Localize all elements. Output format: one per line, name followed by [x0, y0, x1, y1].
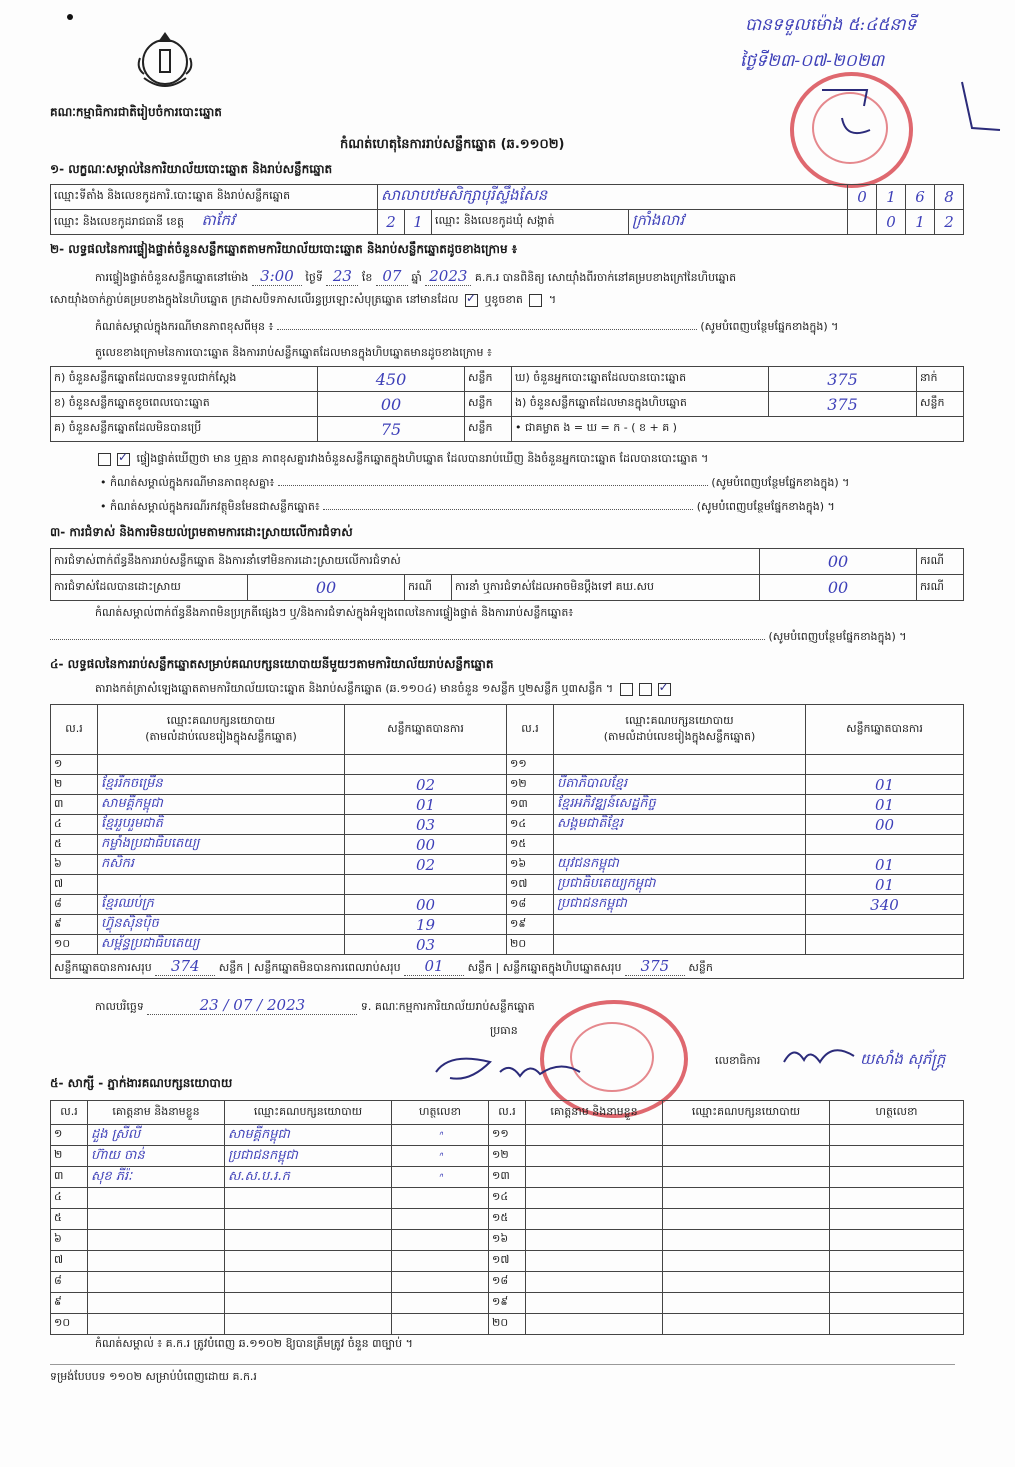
results-col-no: ល.រ	[51, 705, 98, 755]
row-votes-2	[806, 755, 964, 775]
ballot-row-value: 450	[318, 367, 465, 392]
bullet-2-line	[100, 500, 960, 516]
province-value: តាកែវ	[201, 211, 235, 229]
secretary-label: លេខាធិការ	[715, 1054, 761, 1067]
w-no-2: ១៨	[489, 1272, 526, 1293]
section-4-title: ៤- លទ្ធផលនៃការរាប់សន្លឹកឆ្នោតសម្រាប់គណបក្សនយោបាយនីមួយៗតាមការិយាល័យរាប់សន្លឹកឆ្នោត	[50, 657, 494, 671]
has-diff-checkbox[interactable]	[98, 453, 111, 466]
verify-day-label: ថ្ងៃទី	[305, 271, 323, 284]
row-votes-2: 01	[806, 875, 964, 895]
row-no: ៥	[51, 835, 98, 855]
w-blank	[526, 1125, 663, 1146]
ballot-row-label: គ) ចំនួនសន្លឹកឆ្នោតដែលមិនបានប្រើ	[51, 417, 318, 442]
w-blank	[88, 1251, 225, 1272]
row-party-2	[554, 755, 806, 775]
w-blank	[88, 1293, 225, 1314]
w-blank	[663, 1188, 830, 1209]
received-note-line1: បានទទួលម៉ោង ៥:៤៥នាទី	[745, 15, 917, 35]
w-party: ស.ស.ប.រ.ក	[225, 1167, 392, 1188]
commune-value: ក្រាំងលាវ	[629, 210, 848, 235]
intact-checkbox[interactable]	[465, 294, 478, 307]
w-blank	[88, 1188, 225, 1209]
ballot-row-unit: សន្លឹក	[465, 392, 512, 417]
w-blank	[526, 1293, 663, 1314]
w-blank	[88, 1272, 225, 1293]
w-blank	[88, 1314, 225, 1335]
w-no: ៩	[51, 1293, 88, 1314]
row-party: ខ្មែរឈប់ក្រ	[98, 895, 345, 915]
row-no-2: ១៤	[507, 815, 554, 835]
objection-row-2-unit: ករណី	[405, 575, 452, 601]
w-blank	[526, 1251, 663, 1272]
row-no: ២	[51, 775, 98, 795]
ballot-row-value: 75	[318, 417, 465, 442]
w-blank	[526, 1188, 663, 1209]
w-no-2: ១៤	[489, 1188, 526, 1209]
w-blank	[526, 1209, 663, 1230]
national-emblem-icon	[130, 28, 200, 98]
bullet-2-hint: (សូមបំពេញបន្ថែមផ្នែកខាងក្នុង) ។	[696, 500, 835, 513]
row-votes-2	[806, 835, 964, 855]
w-blank	[392, 1293, 489, 1314]
commune-code-3: 2	[935, 210, 964, 235]
commune-code-blank	[848, 210, 877, 235]
row-votes: 00	[345, 835, 507, 855]
results-col-party-sub: (តាមលំដាប់លេខរៀងក្នុងសន្លឹកឆ្នោត)	[145, 729, 297, 743]
row-party-2	[554, 915, 806, 935]
row-no-2: ១៣	[507, 795, 554, 815]
total-invalid-unit: សន្លឹក	[467, 960, 493, 974]
row-votes-2: 01	[806, 775, 964, 795]
witness-table	[50, 1100, 964, 1335]
w-blank	[392, 1230, 489, 1251]
row-no: ៦	[51, 855, 98, 875]
row-party	[98, 875, 345, 895]
verify-year: 2023	[425, 267, 471, 286]
results-col-votes-2: សន្លឹកឆ្នោតបានការ	[806, 705, 964, 755]
w-blank	[225, 1188, 392, 1209]
row-party	[98, 755, 345, 775]
w-blank	[830, 1167, 964, 1188]
ballot-row-unit: សន្លឹក	[465, 367, 512, 392]
province-code-2: 1	[405, 210, 432, 235]
location-label: ឈ្មោះទីតាំង និងលេខកូដការិ.បោះឆ្នោត និងរាប់សន្លឹកឆ្នោត	[51, 185, 378, 210]
results-table	[50, 704, 964, 979]
w-no: ៨	[51, 1272, 88, 1293]
date-value: 23 / 07 / 2023	[147, 996, 357, 1015]
section-2-title: ២- លទ្ធផលនៃការផ្ទៀងផ្ទាត់ចំនួនសន្លឹកឆ្នោតតាមការិយាល័យបោះឆ្នោត និងរាប់សន្លឹកឆ្នោតដូចខាងក្រោម ៖	[50, 242, 518, 256]
w-no: ៣	[51, 1167, 88, 1188]
date-line	[95, 996, 535, 1016]
w-no: ៦	[51, 1230, 88, 1251]
w-sign: ᐢ	[392, 1125, 489, 1146]
received-note-line2: ថ្ងៃទី២៣-០៧-២០២៣	[740, 51, 885, 71]
location-table	[50, 184, 964, 235]
objection-fill-hint: (សូមបំពេញបន្ថែមផ្នែកខាងក្នុង) ។	[768, 630, 907, 643]
w-blank	[225, 1272, 392, 1293]
w-no-2: ១៧	[489, 1251, 526, 1272]
total-valid-unit: សន្លឹក	[218, 960, 244, 974]
verify-line-1	[95, 267, 736, 287]
verify-intro-b: គ.ក.រ បានពិនិត្យ សោយ៉ាំងពីរចាក់នៅគម្របខាងក្រៅនៃហិបឆ្នោត	[474, 271, 737, 284]
difference-note-label: កំណត់សម្គាល់ក្នុងករណីមានភាពខុសពីមុន ៖	[95, 320, 274, 333]
row-party-2: ប្រជាជនកម្ពុជា	[554, 895, 806, 915]
w-blank	[663, 1125, 830, 1146]
total-valid-value: 374	[155, 957, 215, 976]
w-blank	[225, 1251, 392, 1272]
row-party: ខ្មែររួបរួមជាតិ	[98, 815, 345, 835]
w-blank	[830, 1146, 964, 1167]
verify-intro-c: សោយ៉ាំងចាក់ភ្ជាប់គម្របខាងក្នុងនៃហិបឆ្នោត ក្រដាសបិទភាសលើរន្ធប្រឡោះសំបុត្រឆ្នោត នៅមានដែល	[50, 293, 459, 306]
w-blank	[392, 1251, 489, 1272]
w-blank	[830, 1209, 964, 1230]
row-votes	[345, 755, 507, 775]
section-3-title: ៣- ការជំទាស់ និងការមិនយល់ព្រមតាមការដោះស្រាយលើការជំទាស់	[50, 525, 353, 539]
w-no-2: ២០	[489, 1314, 526, 1335]
ballot-row-label-2: ង) ចំនួនសន្លឹកឆ្នោតដែលមានក្នុងហិបឆ្នោត	[512, 392, 769, 417]
row-no: ១០	[51, 935, 98, 955]
w-no: ១០	[51, 1314, 88, 1335]
w-blank	[392, 1188, 489, 1209]
secretary-signature	[780, 1040, 860, 1074]
row-votes: 02	[345, 855, 507, 875]
w-no-2: ១១	[489, 1125, 526, 1146]
w-blank	[663, 1209, 830, 1230]
row-party: ហ៊្វុនស៊ិនប៉ិច	[98, 915, 345, 935]
w-blank	[663, 1314, 830, 1335]
w-no: ៥	[51, 1209, 88, 1230]
ballot-row-unit: សន្លឹក	[465, 417, 512, 442]
province-row	[51, 210, 378, 235]
w-no: ២	[51, 1146, 88, 1167]
ballot-count-table	[50, 366, 964, 442]
chair-label: ប្រធាន	[490, 1024, 518, 1037]
bullet-2: • កំណត់សម្គាល់ក្នុងករណីរកវត្ថុមិនមែនជាសន្លឹកឆ្នោត៖	[100, 500, 320, 513]
w-blank	[392, 1314, 489, 1335]
row-party: សម្ព័ន្ធប្រជាធិបតេយ្យ	[98, 935, 345, 955]
row-party: កសិករ	[98, 855, 345, 875]
row-votes: 03	[345, 815, 507, 835]
row-party-2: ខ្មែរអភិវឌ្ឍន៍សេដ្ឋកិច្ច	[554, 795, 806, 815]
objection-table	[50, 548, 964, 601]
objection-note: កំណត់សម្គាល់ពាក់ព័ន្ធនឹងភាពមិនប្រក្រតីផ្សេងៗ ឬ/និងការជំទាស់ក្នុងអំឡុងពេលនៃការផ្ទៀងផ្ទាត់ និងការរាប់សន្លឹកឆ្នោត៖	[95, 606, 574, 619]
row-no: ៩	[51, 915, 98, 935]
two-sheet-checkbox[interactable]	[639, 683, 652, 696]
w-blank	[830, 1230, 964, 1251]
row-votes: 02	[345, 775, 507, 795]
w-party: ប្រជាជនកម្ពុជា	[225, 1146, 392, 1167]
row-party-2: យុវជនកម្ពុជា	[554, 855, 806, 875]
station-code-2: 1	[877, 185, 906, 210]
w-blank	[526, 1146, 663, 1167]
row-votes: 03	[345, 935, 507, 955]
w-blank	[88, 1209, 225, 1230]
row-no-2: ១២	[507, 775, 554, 795]
witness-col-no: ល.រ	[51, 1101, 88, 1125]
ballot-row-label: ខ) ចំនួនសន្លឹកឆ្នោតខូចពេលបោះឆ្នោត	[51, 392, 318, 417]
damaged-checkbox[interactable]	[529, 294, 542, 307]
row-no-2: ១៧	[507, 875, 554, 895]
results-col-no-2: ល.រ	[507, 705, 554, 755]
station-code-3: 6	[906, 185, 935, 210]
station-code-1: 0	[848, 185, 877, 210]
verify-or: ឬខូចខាត	[484, 293, 523, 306]
form-title: កំណត់ហេតុនៃការរាប់សន្លឹកឆ្នោត (ឆ.១១០២)	[340, 137, 565, 152]
bullet-1-line	[100, 476, 960, 492]
section-5-title: ៥- សាក្សី - ភ្នាក់ងារគណបក្សនយោបាយ	[50, 1076, 233, 1090]
ballot-row-value-2: 375	[769, 392, 917, 417]
w-blank	[225, 1293, 392, 1314]
objection-row-1-value: 00	[760, 549, 917, 575]
w-blank	[663, 1146, 830, 1167]
witness-col-sign-2: ហត្ថលេខា	[830, 1101, 964, 1125]
w-blank	[830, 1293, 964, 1314]
row-no: ៤	[51, 815, 98, 835]
row-votes: 01	[345, 795, 507, 815]
ballot-row-label: ក) ចំនួនសន្លឹកឆ្នោតដែលបានទទួលជាក់ស្តែង	[51, 367, 318, 392]
province-code-1: 2	[378, 210, 405, 235]
row-no: ១	[51, 755, 98, 775]
w-no-2: ១២	[489, 1146, 526, 1167]
results-col-votes: សន្លឹកឆ្នោតបានការ	[345, 705, 507, 755]
w-name: សុខ ភីរ៉ៈ	[88, 1167, 225, 1188]
total-box-value: 375	[625, 957, 685, 976]
province-label: ឈ្មោះ និងលេខកូដរាជធានី ខេត្ត	[54, 215, 184, 228]
bullet-1-hint: (សូមបំពេញបន្ថែមផ្នែកខាងក្នុង) ។	[711, 476, 850, 489]
verify-day: 23	[326, 267, 358, 286]
w-party: សាមគ្គីកម្ពុជា	[225, 1125, 392, 1146]
w-blank	[526, 1167, 663, 1188]
bullet-1: • កំណត់សម្គាល់ក្នុងករណីមានភាពខុសគ្នា៖	[100, 476, 275, 489]
w-blank	[526, 1314, 663, 1335]
row-party: ខ្មែររីកចម្រើន	[98, 775, 345, 795]
w-name: ហ៊ាយ ចាន់	[88, 1146, 225, 1167]
objection-row-2b-label: ការនាំ ឬការជំទាស់ដែលអាចមិនប្តឹងទៅ គឃ.សប	[452, 575, 760, 601]
commune-code-2: 1	[906, 210, 935, 235]
ballot-row-value-2: 375	[769, 367, 917, 392]
w-blank	[830, 1251, 964, 1272]
witness-col-party: ឈ្មោះគណបក្សនយោបាយ	[225, 1101, 392, 1125]
row-party: សាមគ្គីកម្ពុជា	[98, 795, 345, 815]
results-col-party-title-2: ឈ្មោះគណបក្សនយោបាយ	[625, 713, 734, 727]
w-blank	[663, 1272, 830, 1293]
w-blank	[830, 1314, 964, 1335]
w-blank	[663, 1251, 830, 1272]
verify-line-2: សោយ៉ាំងចាក់ភ្ជាប់គម្របខាងក្នុងនៃហិបឆ្នោត ក្រដាសបិទភាសលើរន្ធប្រឡោះសំបុត្រឆ្នោត នៅមានដែល ✓ ឬខូចខាត ។	[50, 293, 556, 309]
difference-fill-hint: (សូមបំពេញបន្ថែមផ្នែកខាងក្នុង) ។	[700, 320, 839, 333]
row-votes-2: 00	[806, 815, 964, 835]
results-col-party	[98, 705, 345, 755]
w-sign: ᐢ	[392, 1146, 489, 1167]
objection-row-1-unit: ករណី	[917, 549, 964, 575]
verify-year-label: ឆ្នាំ	[411, 271, 422, 284]
total-invalid-label: សន្លឹកឆ្នោតមិនបានការពេលរាប់សរុប	[253, 960, 401, 974]
objection-note-line	[50, 630, 960, 646]
ballot-row-unit-2: សន្លឹក	[917, 392, 964, 417]
w-blank	[830, 1272, 964, 1293]
w-blank	[526, 1230, 663, 1251]
verify-time: 3:00	[252, 267, 302, 286]
w-no: ៤	[51, 1188, 88, 1209]
w-blank	[663, 1167, 830, 1188]
verify-month-label: ខែ	[361, 271, 373, 284]
total-box-unit: សន្លឹក	[688, 960, 713, 974]
three-sheet-checkbox[interactable]	[658, 683, 671, 696]
w-blank	[88, 1230, 225, 1251]
w-sign: ᐢ	[392, 1167, 489, 1188]
commune-code-1: 0	[877, 210, 906, 235]
row-votes: 00	[345, 895, 507, 915]
row-votes-2: 01	[806, 855, 964, 875]
total-invalid-value: 01	[404, 957, 464, 976]
committee-label: ទ. គណៈកម្មការការិយាល័យរាប់សន្លឹកឆ្នោត	[360, 1000, 535, 1013]
witness-col-party-2: ឈ្មោះគណបក្សនយោបាយ	[663, 1101, 830, 1125]
w-blank	[663, 1230, 830, 1251]
verify-intro-a: ការផ្ទៀងផ្ទាត់ចំនួនសន្លឹកឆ្នោតនៅម៉ោង	[95, 271, 249, 284]
objection-row-2-value: 00	[248, 575, 405, 601]
w-blank	[830, 1188, 964, 1209]
w-no-2: ១៩	[489, 1293, 526, 1314]
secretary-name: យសាំង សុភ័ក្ត្រ	[860, 1050, 946, 1068]
w-blank	[392, 1272, 489, 1293]
total-box-label: សន្លឹកឆ្នោតក្នុងហិបឆ្នោតសរុប	[502, 960, 622, 974]
difference-note-line	[95, 320, 960, 336]
row-party-2: ប្រជាធិបតេយ្យកម្ពុជា	[554, 875, 806, 895]
witness-col-name: គោត្តនាម និងនាមខ្លួន	[88, 1101, 225, 1125]
one-sheet-checkbox[interactable]	[620, 683, 633, 696]
w-blank	[225, 1230, 392, 1251]
w-no: ៧	[51, 1251, 88, 1272]
verify-month: 07	[376, 267, 408, 286]
w-blank	[526, 1272, 663, 1293]
row-party-2: សង្គមជាតិខ្មែរ	[554, 815, 806, 835]
row-party: កម្លាំងប្រជាធិបតេយ្យ	[98, 835, 345, 855]
chair-signature	[430, 1042, 590, 1092]
signature-mark	[812, 78, 1002, 148]
row-no-2: ១៩	[507, 915, 554, 935]
results-col-party-sub-2: (តាមលំដាប់លេខរៀងក្នុងសន្លឹកឆ្នោត)	[603, 729, 756, 743]
row-no: ៧	[51, 875, 98, 895]
w-no: ១	[51, 1125, 88, 1146]
row-no-2: ២០	[507, 935, 554, 955]
row-no-2: ១៨	[507, 895, 554, 915]
row-no: ៨	[51, 895, 98, 915]
row-party-2: បីតាភិបាលខ្មែរ	[554, 775, 806, 795]
ballot-row-label-2: ឃ) ចំនួនអ្នកបោះឆ្នោតដែលបានបោះឆ្នោត	[512, 367, 769, 392]
row-no-2: ១១	[507, 755, 554, 775]
witness-col-name-2: គោត្តនាម និងនាមខ្លួន	[526, 1101, 663, 1125]
w-blank	[225, 1209, 392, 1230]
total-valid-label: សន្លឹកឆ្នោតបានការសរុប	[54, 960, 152, 974]
w-no-2: ១៣	[489, 1167, 526, 1188]
w-no-2: ១៥	[489, 1209, 526, 1230]
w-blank	[663, 1293, 830, 1314]
commune-label: ឈ្មោះ និងលេខកូដឃុំ សង្កាត់	[432, 210, 629, 235]
w-blank	[830, 1125, 964, 1146]
witness-note: កំណត់សម្គាល់ ៖ គ.ក.រ ត្រូវបំពេញ ឆ.១១០២ ឱ្យបានត្រឹមត្រូវ ចំនួន ៣ច្បាប់ ។	[95, 1337, 413, 1350]
footer-text: ទម្រង់បែបបទ ១១០២ សម្រាប់បំពេញដោយ គ.ក.រ	[50, 1370, 257, 1383]
w-no-2: ១៦	[489, 1230, 526, 1251]
no-diff-checkbox[interactable]	[117, 453, 130, 466]
totals-row: សន្លឹកឆ្នោតបានការសរុប 374 សន្លឹក | សន្លឹកឆ្នោតមិនបានការពេលរាប់សរុប 01 សន្លឹក | សន្លឹកឆ្នោតក្នុងហិបឆ្នោតសរុប 375 សន្លឹក	[51, 955, 964, 979]
w-blank	[392, 1209, 489, 1230]
results-col-party-title: ឈ្មោះគណបក្សនយោបាយ	[166, 713, 276, 727]
witness-col-sign: ហត្ថលេខា	[392, 1101, 489, 1125]
sheet-count-intro: តារាងកត់ត្រាសំឡេងឆ្នោតតាមការិយាល័យបោះឆ្នោត និងរាប់សន្លឹកឆ្នោត (ឆ.១១០៤) មានចំនួន ១សន្លឹក ឬ២សន្លឹក ឬ៣សន្លឹក ។	[95, 682, 614, 695]
sheet-count-line	[95, 682, 674, 698]
objection-row-2b-value: 00	[760, 575, 917, 601]
w-name: ដួង ស្រីលី	[88, 1125, 225, 1146]
row-votes-2	[806, 915, 964, 935]
ballot-row-unit-2: នាក់	[917, 367, 964, 392]
ballot-formula: • ជាគម្លាត ង = ឃ = ក - ( ខ + គ )	[512, 417, 964, 442]
agency-name: គណៈកម្មាធិការជាតិរៀបចំការបោះឆ្នោត	[50, 105, 222, 119]
objection-row-2b-unit: ករណី	[917, 575, 964, 601]
results-col-party-2	[554, 705, 806, 755]
date-label: កាលបរិច្ឆេទ	[95, 1000, 144, 1013]
row-party-2	[554, 935, 806, 955]
objection-row-2-label: ការជំទាស់ដែលបានដោះស្រាយ	[51, 575, 248, 601]
row-votes-2	[806, 935, 964, 955]
row-no: ៣	[51, 795, 98, 815]
row-votes-2: 340	[806, 895, 964, 915]
footer-rule	[50, 1364, 955, 1365]
check-line-text: ផ្ទៀងផ្ទាត់ឃើញថា មាន ឬគ្មាន ភាពខុសគ្នារវាងចំនួនសន្លឹកឆ្នោតក្នុងហិបឆ្នោត ដែលបានរាប់ឃើញ និងចំនួនអ្នកបោះឆ្នោត ដែលបានបោះឆ្នោត ។	[136, 452, 709, 465]
w-blank	[225, 1314, 392, 1335]
check-line	[95, 452, 708, 468]
dot-mark	[67, 14, 73, 20]
row-no-2: ១៥	[507, 835, 554, 855]
section-1-title: ១- លក្ខណៈសម្គាល់នៃការិយាល័យបោះឆ្នោត និងរាប់សន្លឹកឆ្នោត	[50, 162, 333, 176]
row-votes-2: 01	[806, 795, 964, 815]
witness-col-no-2: ល.រ	[489, 1101, 526, 1125]
table-intro: តួលេខខាងក្រោមនៃការបោះឆ្នោត និងការរាប់សន្លឹកឆ្នោតដែលមានក្នុងហិបឆ្នោតមានដូចខាងក្រោម ៖	[95, 346, 492, 359]
location-value: សាលាបឋមសិក្សាបុរីស្ទឹងសែន	[378, 185, 848, 210]
row-no-2: ១៦	[507, 855, 554, 875]
ballot-row-value: 00	[318, 392, 465, 417]
row-votes: 19	[345, 915, 507, 935]
row-party-2	[554, 835, 806, 855]
objection-row-1-label: ការជំទាស់ពាក់ព័ន្ធនឹងការរាប់សន្លឹកឆ្នោត និងការនាំទៅមិនការដោះស្រាយលើការជំទាស់	[51, 549, 760, 575]
row-votes	[345, 875, 507, 895]
station-code-4: 8	[935, 185, 964, 210]
